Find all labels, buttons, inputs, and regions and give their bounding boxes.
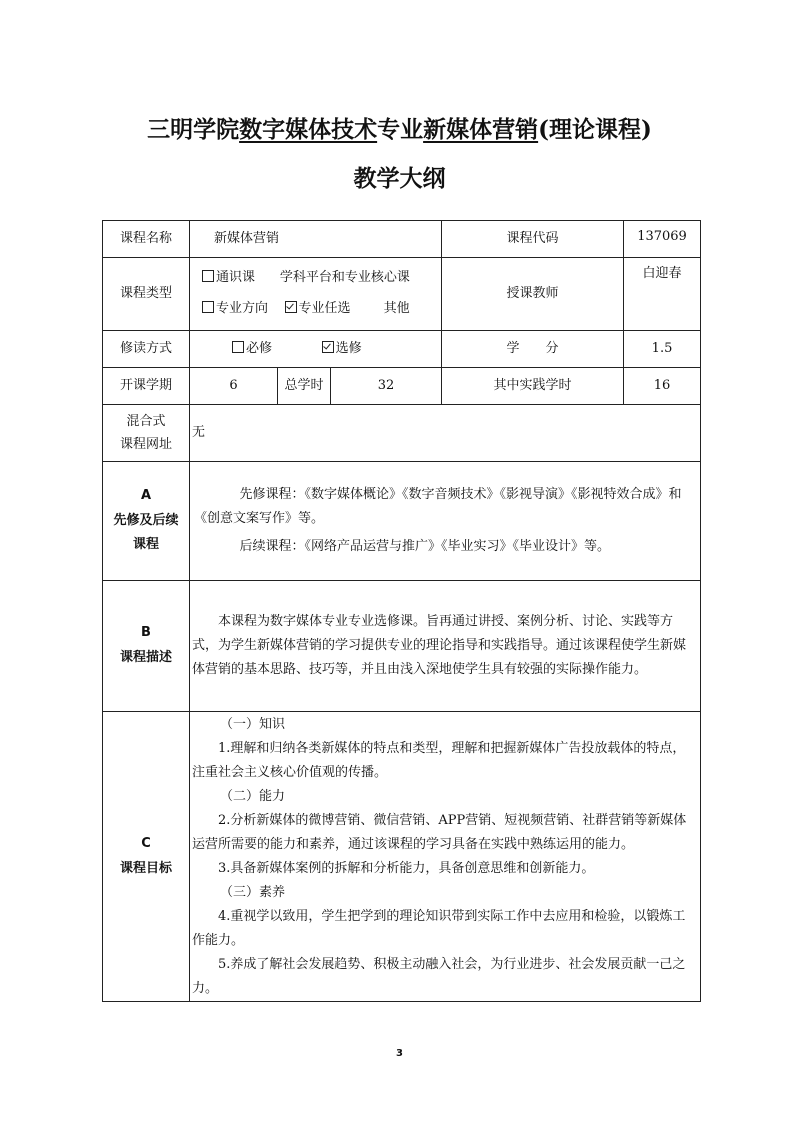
study-mode-options bbox=[190, 331, 442, 368]
goal-heading-ability: （二）能力 bbox=[220, 788, 286, 804]
row-hybrid-url bbox=[103, 405, 701, 462]
option-core-label: 学科平台和专业核心课 bbox=[279, 270, 410, 286]
syllabus-table bbox=[102, 220, 701, 1002]
row-course-name bbox=[103, 221, 701, 258]
teacher-label: 授课教师 bbox=[442, 258, 624, 331]
section-b-title: 课程描述 bbox=[119, 650, 172, 665]
row-semester bbox=[103, 368, 701, 405]
teacher-value: 白迎春 bbox=[624, 258, 701, 331]
course-code-label: 课程代码 bbox=[442, 221, 624, 258]
course-type-options bbox=[190, 258, 442, 331]
total-hours-label: 总学时 bbox=[278, 368, 331, 405]
mode-elective-label: 选修 bbox=[335, 341, 362, 357]
checkbox-elective-checked[interactable] bbox=[285, 301, 297, 313]
semester-value: 6 bbox=[190, 368, 278, 405]
credit-value: 1.5 bbox=[624, 331, 701, 368]
goal-item-2: 2.分析新媒体的微博营销、微信营销、APP营销、短视频营销、社群营销等新媒体运营所需要的能力和素养，通过该课程的学习具备在实践中熟练运用的能力。 bbox=[192, 812, 687, 852]
course-description: 本课程为数字媒体专业专业选修课。旨再通过讲授、案例分析、讨论、实践等方式，为学生新媒体营销的学习提供专业的理论指导和实践指导。通过该课程使学生新媒体营销的基本思路、技巧等，并且由浅入深地使学生具有较强的实际操作能力。 bbox=[192, 614, 687, 677]
checkbox-elective-mode-checked[interactable] bbox=[322, 341, 334, 353]
goal-item-4: 4.重视学以致用，学生把学到的理论知识带到实际工作中去应用和检验，以锻炼工作能力。 bbox=[192, 908, 686, 948]
row-study-mode bbox=[103, 331, 701, 368]
course-code-value: 137069 bbox=[624, 221, 701, 258]
document-subtitle: 教学大纲 bbox=[353, 165, 446, 192]
follow-up-courses: 后续课程：《网络产品运营与推广》《毕业实习》《毕业设计》等。 bbox=[239, 539, 611, 554]
section-a-heading bbox=[103, 462, 190, 581]
section-b-content bbox=[190, 581, 701, 712]
practice-hours-value: 16 bbox=[624, 368, 701, 405]
hybrid-label-line1: 混合式 bbox=[126, 413, 166, 429]
row-section-c bbox=[103, 712, 701, 1002]
section-c-heading bbox=[103, 712, 190, 1002]
title-mid: 专业 bbox=[377, 116, 424, 143]
row-section-b bbox=[103, 581, 701, 712]
section-a-content bbox=[190, 462, 701, 581]
hybrid-url-value: 无 bbox=[190, 405, 701, 462]
section-c-letter: C bbox=[141, 835, 151, 851]
hybrid-label-line2: 课程网址 bbox=[119, 437, 172, 452]
goal-heading-quality: （三）素养 bbox=[220, 884, 286, 900]
page-number: 3 bbox=[396, 1048, 403, 1059]
semester-label: 开课学期 bbox=[103, 368, 190, 405]
goal-item-1: 1.理解和归纳各类新媒体的特点和类型，理解和把握新媒体广告投放载体的特点，注重社会主义核心价值观的传播。 bbox=[192, 740, 686, 780]
section-b-heading bbox=[103, 581, 190, 712]
practice-hours-label: 其中实践学时 bbox=[442, 368, 624, 405]
title-course: 新媒体营销 bbox=[423, 116, 539, 143]
credit-label: 学 分 bbox=[442, 331, 624, 368]
course-name-label: 课程名称 bbox=[103, 221, 190, 258]
section-b-letter: B bbox=[141, 625, 151, 641]
total-hours-value: 32 bbox=[331, 368, 442, 405]
hybrid-url-label bbox=[103, 405, 190, 462]
title-major: 数字媒体技术 bbox=[239, 116, 378, 143]
option-general-label: 通识课 bbox=[216, 270, 256, 286]
course-type-label: 课程类型 bbox=[103, 258, 190, 331]
title-suffix: (理论课程) bbox=[538, 116, 652, 143]
goal-item-3: 3.具备新媒体案例的拆解和分析能力，具备创意思维和创新能力。 bbox=[218, 860, 595, 876]
goal-item-5: 5.养成了解社会发展趋势、积极主动融入社会，为行业进步、社会发展贡献一己之力。 bbox=[192, 956, 686, 996]
option-direction-label: 专业方向 bbox=[216, 301, 269, 316]
course-name-value: 新媒体营销 bbox=[190, 221, 442, 258]
row-section-a bbox=[103, 462, 701, 581]
checkbox-direction[interactable] bbox=[202, 301, 214, 313]
prerequisite-courses: 先修课程：《数字媒体概论》《数字音频技术》《影视导演》《影视特效合成》和《创意文案写作》等。 bbox=[194, 487, 682, 526]
option-elective-label: 专业任选 bbox=[298, 301, 351, 316]
section-a-letter: A bbox=[140, 487, 152, 503]
section-c-title: 课程目标 bbox=[119, 860, 172, 876]
goal-heading-knowledge: （一）知识 bbox=[220, 716, 286, 732]
section-c-content bbox=[190, 712, 701, 1002]
checkbox-general[interactable] bbox=[202, 270, 214, 282]
document-title bbox=[0, 111, 799, 144]
mode-required-label: 必修 bbox=[246, 341, 273, 357]
option-other-label: 其他 bbox=[383, 301, 410, 316]
row-course-type bbox=[103, 258, 701, 331]
section-a-title-1: 先修及后续 bbox=[113, 512, 179, 528]
title-prefix: 三明学院 bbox=[147, 116, 240, 143]
checkbox-required[interactable] bbox=[232, 341, 244, 353]
section-a-title-2: 课程 bbox=[132, 537, 159, 553]
study-mode-label: 修读方式 bbox=[103, 331, 190, 368]
